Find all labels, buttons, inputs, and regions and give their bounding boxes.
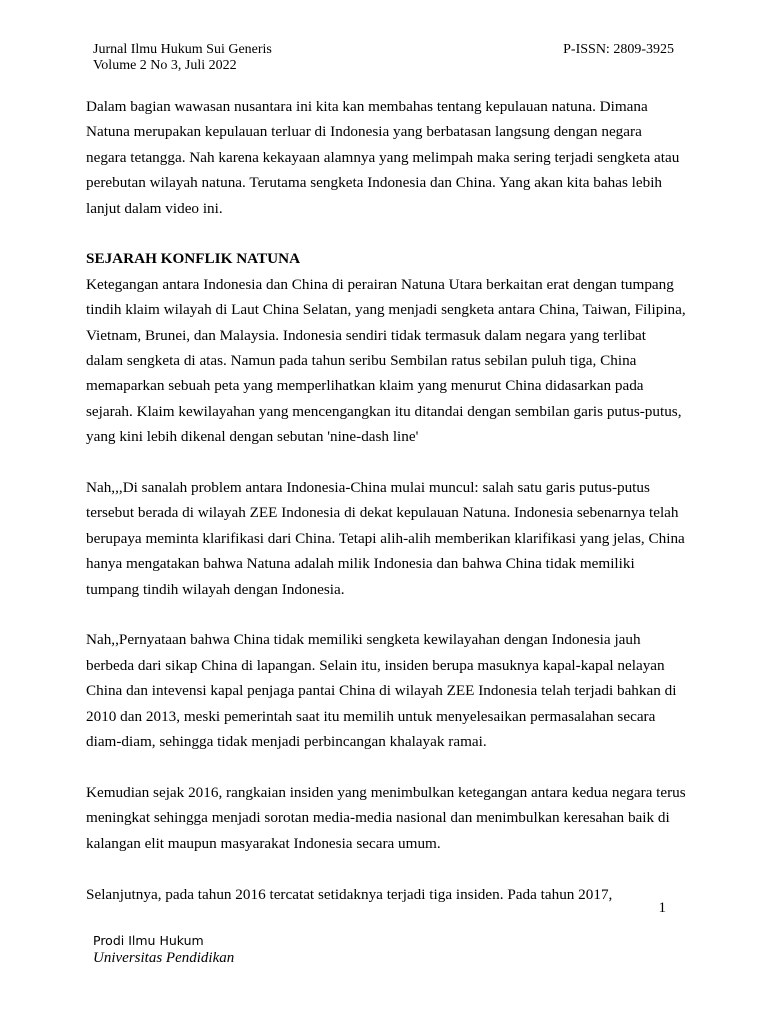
page-footer (93, 933, 234, 967)
body-text (86, 94, 686, 907)
intro-paragraph: Dalam bagian wawasan nusantara ini kita kan membahas tentang kepulauan natuna. Dimana Natuna merupakan kepulauan terluar di Indonesia yang berbatasan langsung dengan negara negara tetangga. Nah karena kekayaan alamnya yang melimpah maka sering terjadi sengketa atau perebutan wilayah natuna. Terutama sengketa Indonesia dan China. Yang akan kita bahas lebih lanjut dalam video ini. (86, 98, 680, 217)
body-paragraph: Kemudian sejak 2016, rangkaian insiden yang menimbulkan ketegangan antara kedua negara terus meningkat sehingga menjadi sorotan media-media nasional dan menimbulkan keresahan baik di kalangan elit maupun masyarakat Indonesia secara umum. (86, 783, 686, 852)
body-paragraph: Ketegangan antara Indonesia dan China di perairan Natuna Utara berkaitan erat dengan tumpang tindih klaim wilayah di Laut China Selatan, yang menjadi sengketa antara China, Taiwan, Filipina, Vietnam, Brunei, dan Malaysia. Indonesia sendiri tidak termasuk dalam negara yang terlibat dalam sengketa di atas. Namun pada tahun seribu Sembilan ratus sebilan puluh tiga, China memaparkan sebuah peta yang memperlihatkan klaim yang menurut China didasarkan pada sejarah. Klaim kewilayahan yang mencengangkan itu ditandai dengan sembilan garis putus-putus, yang kini lebih dikenal dengan sebutan 'nine-dash line' (86, 275, 686, 446)
journal-issn: P-ISSN: 2809-3925 (563, 42, 674, 57)
body-paragraph: Selanjutnya, pada tahun 2016 tercatat setidaknya terjadi tiga insiden. Pada tahun 2017, (86, 885, 613, 903)
running-header-right (563, 42, 674, 58)
page-number: 1 (658, 900, 666, 916)
journal-volume: Volume 2 No 3, Juli 2022 (93, 58, 237, 73)
section-heading: SEJARAH KONFLIK NATUNA (86, 250, 301, 268)
footer-prodi: Prodi Ilmu Hukum (93, 933, 204, 948)
body-paragraph: Nah,,,Di sanalah problem antara Indonesia-China mulai muncul: salah satu garis putus-putus tersebut berada di wilayah ZEE Indonesia di dekat kepulauan Natuna. Indonesia sebenarnya telah berupaya meminta klarifikasi dari China. Tetapi alih-alih memberikan klarifikasi yang jelas, China hanya mengatakan bahwa Natuna adalah milik Indonesia dan bahwa China tidak memiliki tumpang tindih wilayah dengan Indonesia. (86, 479, 685, 598)
journal-name: Jurnal Ilmu Hukum Sui Generis (93, 42, 272, 57)
footer-university: Universitas Pendidikan (93, 950, 235, 966)
body-paragraph: Nah,,Pernyataan bahwa China tidak memiliki sengketa kewilayahan dengan Indonesia jauh berbeda dari sikap China di lapangan. Selain itu, insiden berupa masuknya kapal-kapal nelayan China dan intevensi kapal penjaga pantai China di wilayah ZEE Indonesia telah terjadi bahkan di 2010 dan 2013, meski pemerintah saat itu memilih untuk menyelesaikan permasalahan secara diam-diam, sehingga tidak menjadi perbincangan khalayak ramai. (86, 631, 677, 751)
running-header-left (93, 42, 272, 74)
